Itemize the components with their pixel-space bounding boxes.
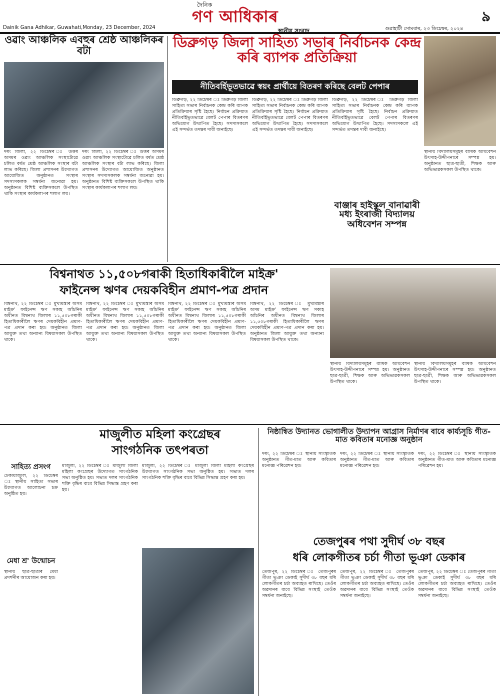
story5-headline-2: সাংগঠনিক তৎপৰতা xyxy=(111,443,209,457)
story9-headline-2: ধৰি লোকগীতৰ চৰ্চা গীতা ভূঞা ডেকাৰ xyxy=(292,551,466,564)
section-rule xyxy=(0,264,500,265)
story1-photo xyxy=(4,62,164,148)
story1-headline: ওৱাং আঞ্চলিক এবহুৰ শ্ৰেষ্ঠ আঞ্চলিকৰ বটা xyxy=(4,35,164,57)
story4-body-col4: বিশ্বনাথ, ২২ ডিচেম্বৰ ঃ মুখ্যমন্ত্ৰীৰ অসম মাইক্ৰ' ফাইনেন্স ঋণ সকাহ আঁচনিৰ অধীনত বিশ্বনাথ জিলাৰ ১১,৫০৮গৰাকী হিতাধিকাৰীলৈ ঋণৰ দেয়কবিহীন প্ৰমাণ-পত্ৰ প্ৰদান কৰা হয়। অনুষ্ঠানত জিলা আয়ুক্ত তথা অন্যান্য বিষয়াসকল উপস্থিত থাকে। xyxy=(250,302,324,343)
column-rule-2 xyxy=(258,428,259,696)
story7-body: স্থানীয় ছাত্ৰ-ছাত্ৰীৰ মেধা প্ৰদৰ্শনীৰ আয়োজন কৰা হয়। xyxy=(4,570,58,581)
story5-headline-1: মাজুলীত মহিলা কংগ্ৰেছৰ xyxy=(99,427,221,441)
date-line: গুৱাহাটী সোমবাৰ, ২৩ ডিচেম্বৰ, ২০২৪ xyxy=(385,26,464,32)
story2-body-col3: ডিব্ৰুগড়, ২২ ডিচেম্বৰ ঃ ডিব্ৰুগড় জিলা সাহিত্য সভাৰ নিৰ্বাচনক কেন্দ্ৰ কৰি ব্যাপক প্ৰতিক্ৰিয়াৰ সৃষ্টি হৈছে। নিৰ্বাচন প্ৰক্ৰিয়াত নীতিবৰ্হিভূতভাৱে বেলট পেপাৰ বিতৰণৰ অভিযোগ উত্থাপিত হৈছে। সদস্যসকলে এই সন্দৰ্ভত তদন্তৰ দাবী জনাইছে। xyxy=(332,98,418,133)
story8-body-col1: দৰং, ২২ ডিচেম্বৰ ঃ স্থানীয় সাংস্কৃতিক অনুষ্ঠানত গীত-মাত আৰু কবিতাৰ মনোজ্ঞ পৰিৱেশন হয়। xyxy=(262,452,336,469)
story6-body: ঢেকীয়াজুলি, ২২ ডিচেম্বৰ ঃ স্থানীয় সাহিত্য সভাৰ উদ্যোগত আলোচনা চক্ৰ অনুষ্ঠিত হয়। xyxy=(4,474,58,497)
column-rule xyxy=(167,36,168,262)
story1-body: দৰং জিলা, ২২ ডিচেম্বৰ ঃ উত্তৰ অসমৰ ওৱাং আঞ্চলিক সংস্থাটোৱে চলিত বৰ্ষত শ্ৰেষ্ঠ আঞ্চলিক সংস্থাৰ বটা লাভ কৰিছে। জিলা প্ৰশাসনৰ উদ্যোগত আয়োজিত অনুষ্ঠানত সংস্থাৰ সদস্যসকলক সম্বৰ্ধনা জনোৱা হয়। অনুষ্ঠানত বিশিষ্ট ব্যক্তিসকলে উপস্থিত থাকি সংস্থাৰ কাৰ্যকলাপৰ শলাগ লয়। xyxy=(4,150,78,197)
story2-body-col1: ডিব্ৰুগড়, ২২ ডিচেম্বৰ ঃ ডিব্ৰুগড় জিলা সাহিত্য সভাৰ নিৰ্বাচনক কেন্দ্ৰ কৰি ব্যাপক প্ৰতিক্ৰিয়াৰ সৃষ্টি হৈছে। নিৰ্বাচন প্ৰক্ৰিয়াত নীতিবৰ্হিভূতভাৱে বেলট পেপাৰ বিতৰণৰ অভিযোগ উত্থাপিত হৈছে। সদস্যসকলে এই সন্দৰ্ভত তদন্তৰ দাবী জনাইছে। xyxy=(172,98,248,133)
story4-body-col3: বিশ্বনাথ, ২২ ডিচেম্বৰ ঃ মুখ্যমন্ত্ৰীৰ অসম মাইক্ৰ' ফাইনেন্স ঋণ সকাহ আঁচনিৰ অধীনত বিশ্বনাথ জিলাৰ ১১,৫০৮গৰাকী হিতাধিকাৰীলৈ ঋণৰ দেয়কবিহীন প্ৰমাণ-পত্ৰ প্ৰদান কৰা হয়। অনুষ্ঠানত জিলা আয়ুক্ত তথা অন্যান্য বিষয়াসকল উপস্থিত থাকে। xyxy=(168,302,246,343)
story2-banner: নীতিবৰ্হিভূতভাৱে স্বয়ং প্ৰাৰ্থীয়ে বিতৰণ কৰিছে বেলট পেপাৰ xyxy=(172,80,418,94)
story5-body-col1: মাজুলী, ২২ ডিচেম্বৰ ঃ মাজুলী জিলা মহিলা কংগ্ৰেছৰ উদ্যোগত সাংগঠনিক সভা অনুষ্ঠিত হয়। সভাত দলৰ সাংগঠনিক শক্তি বৃদ্ধিৰ বাবে বিভিন্ন সিদ্ধান্ত গ্ৰহণ কৰা হয়। xyxy=(62,464,138,493)
story8-body-col3: দৰং, ২২ ডিচেম্বৰ ঃ স্থানীয় সাংস্কৃতিক অনুষ্ঠানত গীত-মাত আৰু কবিতাৰ মনোজ্ঞ পৰিৱেশন হয়। xyxy=(418,452,496,469)
story3-body: স্থানীয় বিদ্যালয়সমূহৰ বাৰ্ষিক অধিবেশন উৎসাহ-উদ্দীপনাৰে সম্পন্ন হয়। অনুষ্ঠানত ছাত্ৰ-ছাত্ৰী, শিক্ষক আৰু অভিভাৱকসকল উপস্থিত থাকে। xyxy=(424,150,496,173)
story9-body-col1: তেজপুৰ, ২২ ডিচেম্বৰ ঃ তেজপুৰৰ গীতা ভূঞা ডেকাই সুদীৰ্ঘ ৩৮ বছৰ ধৰি লোকগীতৰ চৰ্চা অব্যাহত ৰাখিছে। তেওঁৰ অৱদানৰ বাবে বিভিন্ন সংস্থাই তেওঁক সম্বৰ্ধনা জনাইছে। xyxy=(262,570,336,599)
masthead-logo: গণ আধিকাৰ xyxy=(192,7,279,26)
story2-headline: ডিব্ৰুগড় জিলা সাহিত্য সভাৰ নিৰ্বাচনক কেন্দ্ৰ কৰি ব্যাপক প্ৰতিক্ৰিয়া xyxy=(172,35,422,66)
story8-headline: নিষ্ঠান্বিত উদ্যানত ভোগালীত উদ্যাপন আগ্রাস নিৰ্মাণৰ বাবে কাৰ্য্যসূচি গীত-মাত কবিতাৰ মনোজ্ঞ অনুষ্ঠান xyxy=(267,427,491,444)
story5-photo xyxy=(142,548,254,694)
story4-headline-1: বিশ্বনাথত ১১,৫০৮গৰাকী হিতাধিকাৰীলৈ মাইক্ৰ' xyxy=(49,267,279,281)
right-col-body-2: স্থানীয় বিদ্যালয়সমূহৰ বাৰ্ষিক অধিবেশন উৎসাহ-উদ্দীপনাৰে সম্পন্ন হয়। অনুষ্ঠানত ছাত্ৰ-ছাত্ৰী, শিক্ষক আৰু অভিভাৱকসকল উপস্থিত থাকে। xyxy=(414,362,496,385)
page-number: ৯ xyxy=(481,9,491,25)
story4-body-col1: বিশ্বনাথ, ২২ ডিচেম্বৰ ঃ মুখ্যমন্ত্ৰীৰ অসম মাইক্ৰ' ফাইনেন্স ঋণ সকাহ আঁচনিৰ অধীনত বিশ্বনাথ জিলাৰ ১১,৫০৮গৰাকী হিতাধিকাৰীলৈ ঋণৰ দেয়কবিহীন প্ৰমাণ-পত্ৰ প্ৰদান কৰা হয়। অনুষ্ঠানত জিলা আয়ুক্ত তথা অন্যান্য বিষয়াসকল উপস্থিত থাকে। xyxy=(4,302,82,343)
story5-body-col2: মাজুলী, ২২ ডিচেম্বৰ ঃ মাজুলী জিলা মহিলা কংগ্ৰেছৰ উদ্যোগত সাংগঠনিক সভা অনুষ্ঠিত হয়। সভাত দলৰ সাংগঠনিক শক্তি বৃদ্ধিৰ বাবে বিভিন্ন সিদ্ধান্ত গ্ৰহণ কৰা হয়। xyxy=(142,464,254,481)
right-photo xyxy=(424,36,496,146)
right-col-body-1: স্থানীয় বিদ্যালয়সমূহৰ বাৰ্ষিক অধিবেশন উৎসাহ-উদ্দীপনাৰে সম্পন্ন হয়। অনুষ্ঠানত ছাত্ৰ-ছাত্ৰী, শিক্ষক আৰু অভিভাৱকসকল উপস্থিত থাকে। xyxy=(330,362,410,385)
masthead-prefix: দৈনিক xyxy=(197,2,213,9)
story1-body-col2: দৰং জিলা, ২২ ডিচেম্বৰ ঃ উত্তৰ অসমৰ ওৱাং আঞ্চলিক সংস্থাটোৱে চলিত বৰ্ষত শ্ৰেষ্ঠ আঞ্চলিক সংস্থাৰ বটা লাভ কৰিছে। জিলা প্ৰশাসনৰ উদ্যোগত আয়োজিত অনুষ্ঠানত সংস্থাৰ সদস্যসকলক সম্বৰ্ধনা জনোৱা হয়। অনুষ্ঠানত বিশিষ্ট ব্যক্তিসকলে উপস্থিত থাকি সংস্থাৰ কাৰ্যকলাপৰ শলাগ লয়। xyxy=(82,150,164,191)
story3-headline: বাঞ্জাৰ হাইস্কুল বানাৱাৰী মধ্য ইংৰাজী বিদ্যালয় অধিবেশন সম্পন্ন xyxy=(334,201,420,230)
masthead-rule xyxy=(0,32,500,34)
story6-headline: সাহিত্য প্ৰসংগ xyxy=(11,463,51,471)
story4-headline-2: ফাইনেন্স ঋণৰ দেয়কবিহীন প্ৰমাণ-পত্ৰ প্ৰদান xyxy=(59,283,269,297)
story9-body-col2: তেজপুৰ, ২২ ডিচেম্বৰ ঃ তেজপুৰৰ গীতা ভূঞা ডেকাই সুদীৰ্ঘ ৩৮ বছৰ ধৰি লোকগীতৰ চৰ্চা অব্যাহত ৰাখিছে। তেওঁৰ অৱদানৰ বাবে বিভিন্ন সংস্থাই তেওঁক সম্বৰ্ধনা জনাইছে। xyxy=(340,570,414,599)
story4-body-col2: বিশ্বনাথ, ২২ ডিচেম্বৰ ঃ মুখ্যমন্ত্ৰীৰ অসম মাইক্ৰ' ফাইনেন্স ঋণ সকাহ আঁচনিৰ অধীনত বিশ্বনাথ জিলাৰ ১১,৫০৮গৰাকী হিতাধিকাৰীলৈ ঋণৰ দেয়কবিহীন প্ৰমাণ-পত্ৰ প্ৰদান কৰা হয়। অনুষ্ঠানত জিলা আয়ুক্ত তথা অন্যান্য বিষয়াসকল উপস্থিত থাকে। xyxy=(86,302,164,343)
story9-headline-1: তেজপুৰৰ পথা সুদীৰ্ঘ ৩৮ বছৰ xyxy=(313,535,445,548)
section-rule-2 xyxy=(0,424,500,425)
story7-headline: মেধা শ্ৰ' উন্মোচন xyxy=(6,557,56,565)
story4-photo xyxy=(330,268,496,358)
story8-body-col2: দৰং, ২২ ডিচেম্বৰ ঃ স্থানীয় সাংস্কৃতিক অনুষ্ঠানত গীত-মাত আৰু কবিতাৰ মনোজ্ঞ পৰিৱেশন হয়। xyxy=(340,452,414,469)
edition-line: Dainik Gana Adhikar, Guwahati,Monday, 23 December, 2024 xyxy=(3,25,156,31)
story9-body-col3: তেজপুৰ, ২২ ডিচেম্বৰ ঃ তেজপুৰৰ গীতা ভূঞা ডেকাই সুদীৰ্ঘ ৩৮ বছৰ ধৰি লোকগীতৰ চৰ্চা অব্যাহত ৰাখিছে। তেওঁৰ অৱদানৰ বাবে বিভিন্ন সংস্থাই তেওঁক সম্বৰ্ধনা জনাইছে। xyxy=(418,570,496,599)
story2-body-col2: ডিব্ৰুগড়, ২২ ডিচেম্বৰ ঃ ডিব্ৰুগড় জিলা সাহিত্য সভাৰ নিৰ্বাচনক কেন্দ্ৰ কৰি ব্যাপক প্ৰতিক্ৰিয়াৰ সৃষ্টি হৈছে। নিৰ্বাচন প্ৰক্ৰিয়াত নীতিবৰ্হিভূতভাৱে বেলট পেপাৰ বিতৰণৰ অভিযোগ উত্থাপিত হৈছে। সদস্যসকলে এই সন্দৰ্ভত তদন্তৰ দাবী জনাইছে। xyxy=(252,98,328,133)
